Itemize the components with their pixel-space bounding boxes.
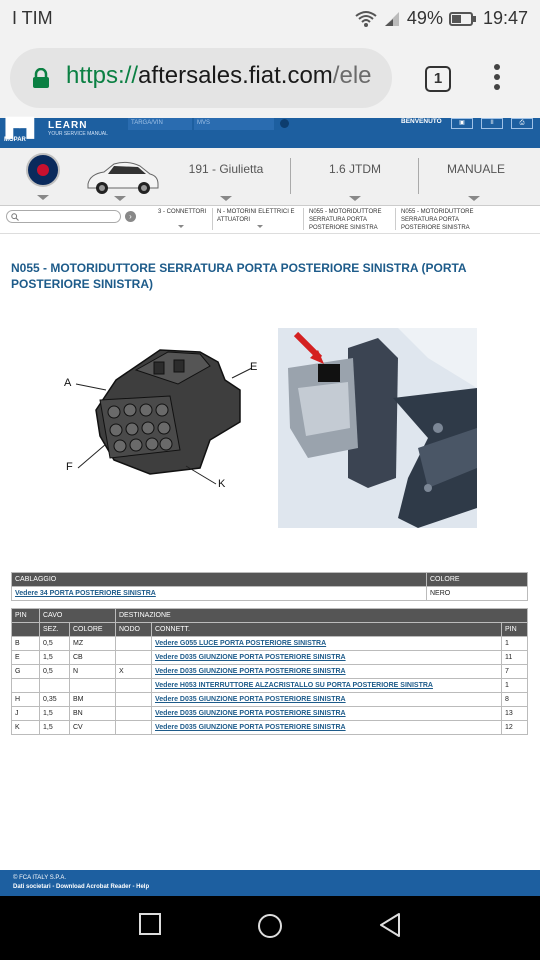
carrier-label: I TIM — [12, 8, 53, 28]
overflow-menu-icon[interactable] — [494, 64, 502, 94]
chevron-down-icon[interactable] — [349, 196, 361, 201]
connector-link[interactable]: Vedere D035 GIUNZIONE PORTA POSTERIORE SINISTRA — [155, 724, 346, 731]
cell-pin-dest: 12 — [502, 721, 528, 735]
label-f: F — [66, 461, 73, 473]
mopar-logo-icon[interactable]: ▛▜ — [6, 118, 34, 138]
table-row — [12, 721, 528, 735]
cell-nodo — [116, 651, 152, 665]
cell-pin: J — [12, 707, 40, 721]
connector-link[interactable]: Vedere D035 GIUNZIONE PORTA POSTERIORE SINISTRA — [155, 668, 346, 675]
breadcrumb-item-motorini[interactable]: N - MOTORINI ELETTRICI E ATTUATORI — [217, 209, 295, 223]
cell-sez: 0,5 — [40, 665, 70, 679]
cell-colore — [70, 679, 116, 693]
site-footer — [0, 870, 540, 896]
clock: 19:47 — [482, 8, 528, 28]
url-text: https://aftersales.fiat.com/ele — [66, 62, 372, 89]
copyright: © FCA ITALY S.P.A. — [13, 875, 66, 881]
vin-input[interactable]: TARGA/VIN — [128, 118, 192, 130]
cell-connett — [152, 721, 502, 735]
signal-icon — [383, 10, 401, 28]
search-button[interactable]: › — [125, 211, 136, 222]
pause-button[interactable]: II — [481, 118, 503, 129]
pin-rows — [12, 637, 528, 735]
engine-selector[interactable]: 1.6 JTDM — [328, 162, 381, 176]
cell-connett — [152, 707, 502, 721]
chevron-down-icon[interactable] — [114, 196, 126, 201]
connector-diagram — [50, 340, 270, 500]
car-image — [84, 154, 160, 198]
table-row — [12, 665, 528, 679]
home-icon[interactable] — [256, 912, 284, 940]
wiring-link[interactable]: Vedere 34 PORTA POSTERIORE SINISTRA — [15, 590, 156, 597]
header-connett: CONNETT. — [152, 623, 502, 637]
cell-pin-dest: 11 — [502, 651, 528, 665]
battery-percent: 49% — [406, 8, 443, 28]
document-selector[interactable]: MANUALE — [446, 162, 505, 176]
table-row — [12, 679, 528, 693]
connector-link[interactable]: Vedere D035 GIUNZIONE PORTA POSTERIORE SINISTRA — [155, 696, 346, 703]
table-row — [12, 637, 528, 651]
cell-nodo: X — [116, 665, 152, 679]
connector-link[interactable]: Vedere G055 LUCE PORTA POSTERIORE SINISTRA — [155, 640, 327, 647]
divider — [418, 158, 419, 194]
cell-pin: E — [12, 651, 40, 665]
lock-button[interactable]: ▣ — [451, 118, 473, 129]
label-k: K — [218, 478, 226, 490]
header-colore: COLORE — [70, 623, 116, 637]
table-cell: NERO — [427, 587, 528, 601]
cell-pin: G — [12, 665, 40, 679]
divider — [290, 158, 291, 194]
battery-icon — [449, 11, 477, 27]
cell-pin-dest: 7 — [502, 665, 528, 679]
cell-pin: B — [12, 637, 40, 651]
tab-switcher-button[interactable]: 1 — [425, 66, 451, 92]
cell-nodo — [116, 693, 152, 707]
cell-connett — [152, 665, 502, 679]
cell-colore: MZ — [70, 637, 116, 651]
breadcrumb — [0, 206, 540, 234]
divider — [303, 208, 304, 230]
cell-nodo — [116, 707, 152, 721]
recent-apps-icon[interactable] — [138, 912, 162, 936]
site-header — [0, 118, 540, 148]
cell-sez — [40, 679, 70, 693]
table-row — [12, 651, 528, 665]
vehicle-selector — [0, 148, 540, 206]
cell-pin-dest: 1 — [502, 637, 528, 651]
cell-sez: 1,5 — [40, 721, 70, 735]
search-go-icon[interactable] — [280, 119, 289, 128]
lock-icon — [32, 68, 50, 88]
print-icon[interactable]: ⎙ — [511, 118, 533, 129]
header-pin: PIN — [12, 609, 40, 623]
chevron-down-icon[interactable] — [178, 225, 184, 228]
cell-pin: H — [12, 693, 40, 707]
cell-pin-dest: 13 — [502, 707, 528, 721]
cell-pin — [12, 679, 40, 693]
cell-colore: CB — [70, 651, 116, 665]
wifi-icon — [355, 10, 377, 28]
cell-nodo — [116, 637, 152, 651]
system-nav-bar — [0, 896, 540, 960]
table-row — [12, 693, 528, 707]
back-icon[interactable] — [378, 912, 402, 938]
connector-link[interactable]: Vedere D035 GIUNZIONE PORTA POSTERIORE SINISTRA — [155, 710, 346, 717]
cell-connett — [152, 693, 502, 707]
pins-table — [11, 608, 528, 735]
model-selector[interactable]: 191 - Giulietta — [188, 162, 264, 176]
table-row — [12, 707, 528, 721]
chevron-down-icon[interactable] — [468, 196, 480, 201]
cell-pin-dest: 8 — [502, 693, 528, 707]
location-photo — [278, 328, 477, 528]
wiring-table — [11, 572, 528, 601]
cell-sez: 0,35 — [40, 693, 70, 707]
welcome-label: BENVENUTO — [401, 118, 442, 125]
status-bar — [0, 0, 540, 38]
browser-toolbar — [0, 38, 540, 118]
chevron-down-icon[interactable] — [37, 195, 49, 200]
cell-colore: BN — [70, 707, 116, 721]
breadcrumb-item-current: N055 - MOTORIDUTTORE SERRATURA PORTA POSTERIORE SINISTRA — [401, 209, 474, 231]
connector-link[interactable]: Vedere H053 INTERRUTTORE ALZACRISTALLO SU PORTA POSTERIORE SINISTRA — [155, 682, 433, 689]
divider — [395, 208, 396, 230]
cell-connett — [152, 637, 502, 651]
header-empty — [12, 623, 40, 637]
footer-links[interactable]: Dati societari - Download Acrobat Reader - Help — [13, 884, 150, 890]
header-pin-dest: PIN — [502, 623, 528, 637]
mopar-label: MOPAR — [4, 137, 26, 143]
label-a: A — [64, 377, 72, 389]
cell-nodo — [116, 721, 152, 735]
mvs-input[interactable]: MVS — [194, 118, 274, 130]
brand-tagline: YOUR SERVICE MANUAL — [48, 131, 108, 137]
cell-connett — [152, 651, 502, 665]
header-colore: COLORE — [427, 573, 528, 587]
brand-name: LEARN — [48, 120, 88, 131]
header-sez: SEZ. — [40, 623, 70, 637]
cell-colore: CV — [70, 721, 116, 735]
cell-pin-dest: 1 — [502, 679, 528, 693]
search-icon — [11, 213, 19, 221]
address-bar[interactable] — [10, 48, 392, 108]
table-cell — [12, 587, 427, 601]
cell-colore: BM — [70, 693, 116, 707]
divider — [212, 208, 213, 230]
header-cablaggio: CABLAGGIO — [12, 573, 427, 587]
cell-colore: N — [70, 665, 116, 679]
search-input[interactable] — [6, 210, 121, 223]
cell-sez: 0,5 — [40, 637, 70, 651]
cell-pin: K — [12, 721, 40, 735]
cell-nodo — [116, 679, 152, 693]
header-nodo: NODO — [116, 623, 152, 637]
connector-link[interactable]: Vedere D035 GIUNZIONE PORTA POSTERIORE SINISTRA — [155, 654, 346, 661]
alfa-romeo-logo — [26, 153, 60, 187]
chevron-down-icon[interactable] — [220, 196, 232, 201]
cell-sez: 1,5 — [40, 651, 70, 665]
header-cavo: CAVO — [40, 609, 116, 623]
breadcrumb-item-connettori[interactable]: 3 - CONNETTORI — [158, 209, 207, 215]
header-destinazione: DESTINAZIONE — [116, 609, 528, 623]
label-e: E — [250, 361, 258, 373]
page-title: N055 - MOTORIDUTTORE SERRATURA PORTA POSTERIORE SINISTRA (PORTA POSTERIORE SINISTRA) — [11, 261, 467, 291]
cell-connett — [152, 679, 502, 693]
cell-sez: 1,5 — [40, 707, 70, 721]
breadcrumb-item-n055[interactable]: N055 - MOTORIDUTTORE SERRATURA PORTA POSTERIORE SINISTRA — [309, 209, 382, 231]
chevron-down-icon[interactable] — [257, 225, 263, 228]
